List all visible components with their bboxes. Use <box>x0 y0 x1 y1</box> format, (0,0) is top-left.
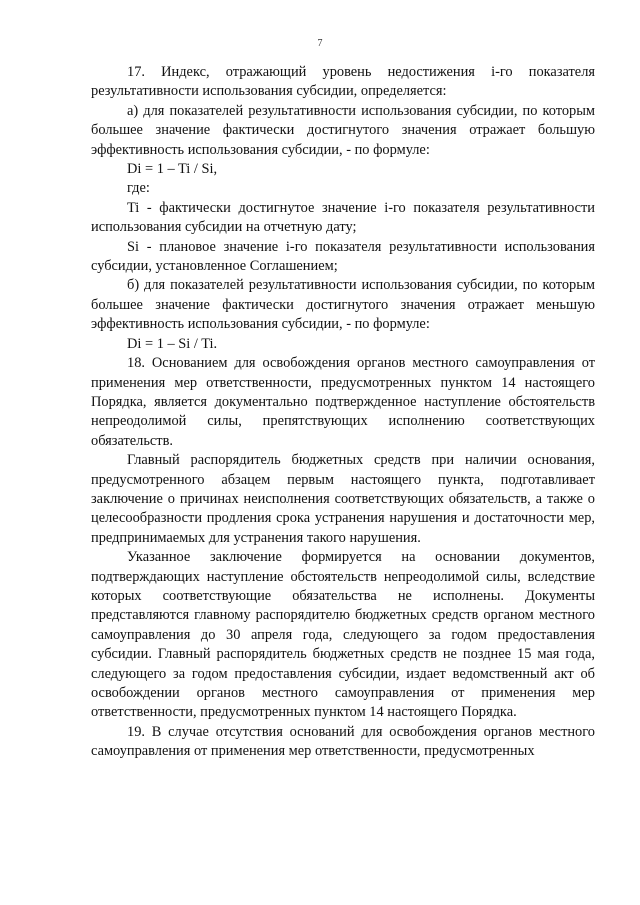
where-label: где: <box>127 180 150 197</box>
paragraph-18-2: Главный распорядитель бюджетных средств при наличии основания, предусмотренного абзацем первым настоящего пункта, подготавливает заключение о причинах неисполнения соответствующих обязательств, а также о целесообразности продления срока устранения нарушения и достаточности мер, предпринимаемых для устранения такого нарушения. <box>91 452 595 546</box>
paragraph-17-intro: 17. Индекс, отражающий уровень недостижения i-го показателя результативности использования субсидии, определяется: <box>91 64 595 100</box>
paragraph-18: 18. Основанием для освобождения органов местного самоуправления от применения мер ответственности, предусмотренных пунктом 14 настоящего Порядка, является документально подтвержденное наступление обстоятельств непреодолимой силы, препятствующих исполнению соответствующих обязательств. <box>91 355 595 449</box>
paragraph-17-a: а) для показателей результативности использования субсидии, по которым большее значение фактически достигнутого значения отражает большую эффективность использования субсидии, - по формуле: <box>91 102 595 158</box>
si-definition: Si - плановое значение i-го показателя результативности использования субсидии, установленное Соглашением; <box>91 238 595 275</box>
document-body <box>91 63 595 762</box>
formula-1: Di = 1 – Ti / Si, <box>127 161 218 178</box>
page-number: 7 <box>317 38 323 49</box>
ti-definition: Ti - фактически достигнутое значение i-го показателя результативности использования субсидии на отчетную дату; <box>91 199 595 236</box>
paragraph-18-3: Указанное заключение формируется на основании документов, подтверждающих наступление обстоятельств непреодолимой силы, вследствие которых соответствующие обязательства не исполнены. Документы представляются главному распорядителю бюджетных средств органом местного самоуправления до 30 апреля года, следующего за годом предоставления субсидии. Главный распорядитель бюджетных средств не позднее 15 мая года, следующего за годом предоставления субсидии, издает ведомственный акт об освобождении органов местного самоуправления от применения мер ответственности, предусмотренных пунктом 14 настоящего Порядка. <box>91 549 595 721</box>
paragraph-19: 19. В случае отсутствия оснований для освобождения органов местного самоуправления от применения мер ответственности, предусмотренных <box>91 723 595 760</box>
formula-2: Di = 1 – Si / Ti. <box>127 335 218 352</box>
paragraph-17-b: б) для показателей результативности использования субсидии, по которым большее значение фактически достигнутого значения отражает меньшую эффективность использования субсидии, - по формуле: <box>91 277 595 333</box>
